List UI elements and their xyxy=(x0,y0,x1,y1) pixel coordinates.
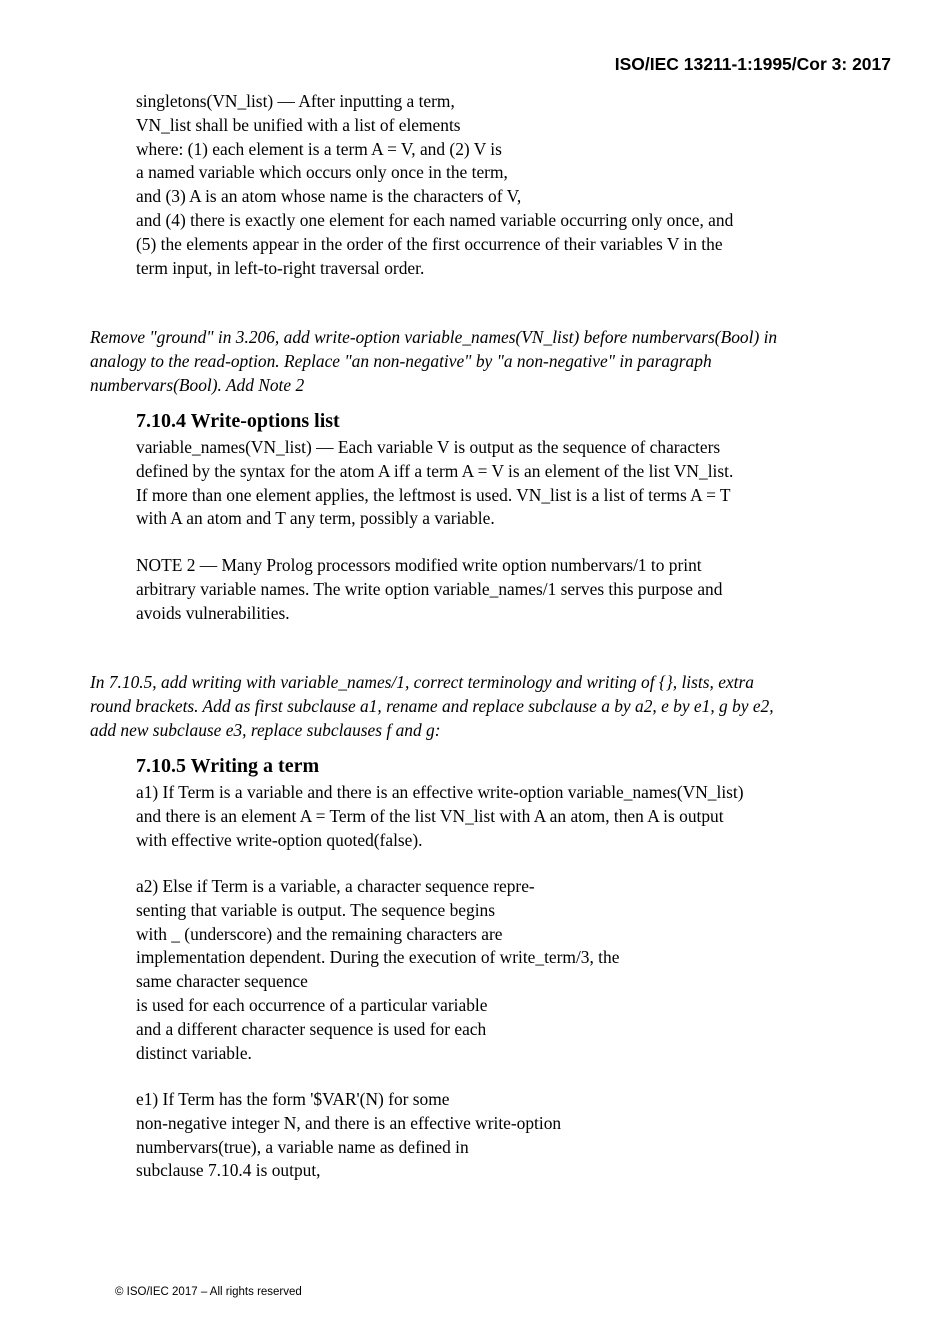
editorial-instruction-2 xyxy=(90,671,880,742)
singletons-paragraph xyxy=(136,90,896,280)
instruction-line: In 7.10.5, add writing with variable_names/1, correct terminology and writing of {}, lists, extra xyxy=(90,672,754,692)
paragraph-line: a named variable which occurs only once in the term, xyxy=(136,162,508,183)
subclause-a2 xyxy=(136,875,896,1065)
instruction-line: Remove "ground" in 3.206, add write-option variable_names(VN_list) before numbervars(Bool) in xyxy=(90,327,778,347)
copyright-footer: © ISO/IEC 2017 – All rights reserved xyxy=(115,1286,302,1298)
paragraph-line: subclause 7.10.4 is output, xyxy=(136,1160,321,1181)
paragraph-line: singletons(VN_list) — After inputting a term, xyxy=(136,91,455,111)
paragraph-line: is used for each occurrence of a particular variable xyxy=(136,994,488,1015)
note-line: arbitrary variable names. The write option variable_names/1 serves this purpose and xyxy=(136,578,723,599)
paragraph-line: a2) Else if Term is a variable, a character sequence repre- xyxy=(136,876,535,896)
note-line: NOTE 2 — Many Prolog processors modified write option numbervars/1 to print xyxy=(136,555,702,575)
paragraph-line: and (3) A is an atom whose name is the characters of V, xyxy=(136,186,522,207)
paragraph-line: distinct variable. xyxy=(136,1042,252,1063)
paragraph-line: same character sequence xyxy=(136,971,308,992)
paragraph-line: and a different character sequence is used for each xyxy=(136,1018,487,1039)
instruction-line: analogy to the read-option. Replace "an non-negative" by "a non-negative" in paragraph xyxy=(90,350,712,371)
paragraph-line: e1) If Term has the form '$VAR'(N) for some xyxy=(136,1089,450,1109)
document-id-header: ISO/IEC 13211-1:1995/Cor 3: 2017 xyxy=(614,54,891,74)
write-options-paragraph xyxy=(136,436,896,531)
paragraph-line: variable_names(VN_list) — Each variable V is output as the sequence of characters xyxy=(136,437,721,457)
paragraph-line: with _ (underscore) and the remaining characters are xyxy=(136,923,503,944)
paragraph-line: If more than one element applies, the leftmost is used. VN_list is a list of terms A = T xyxy=(136,484,731,505)
paragraph-line: implementation dependent. During the execution of write_term/3, the xyxy=(136,947,620,968)
paragraph-line: senting that variable is output. The sequence begins xyxy=(136,899,495,920)
paragraph-line: and there is an element A = Term of the list VN_list with A an atom, then A is output xyxy=(136,805,724,826)
note-line: avoids vulnerabilities. xyxy=(136,602,290,623)
paragraph-line: VN_list shall be unified with a list of elements xyxy=(136,114,461,135)
paragraph-line: with A an atom and T any term, possibly a variable. xyxy=(136,508,495,529)
instruction-line: numbervars(Bool). Add Note 2 xyxy=(90,374,305,395)
paragraph-line: (5) the elements appear in the order of the first occurrence of their variables V in the xyxy=(136,233,723,254)
paragraph-line: defined by the syntax for the atom A iff a term A = V is an element of the list VN_list. xyxy=(136,460,734,481)
paragraph-line: term input, in left-to-right traversal order. xyxy=(136,257,425,278)
paragraph-line: with effective write-option quoted(false). xyxy=(136,829,423,850)
instruction-line: add new subclause e3, replace subclauses f and g: xyxy=(90,719,441,740)
paragraph-line: and (4) there is exactly one element for each named variable occurring only once, and xyxy=(136,209,734,230)
note-2 xyxy=(136,554,896,625)
section-heading-7-10-4: 7.10.4 Write-options list xyxy=(136,410,340,432)
paragraph-line: non-negative integer N, and there is an effective write-option xyxy=(136,1112,562,1133)
paragraph-line: numbervars(true), a variable name as defined in xyxy=(136,1136,469,1157)
paragraph-line: where: (1) each element is a term A = V, and (2) V is xyxy=(136,138,502,159)
subclause-e1 xyxy=(136,1088,896,1183)
editorial-instruction-1 xyxy=(90,326,880,397)
subclause-a1 xyxy=(136,781,896,852)
paragraph-line: a1) If Term is a variable and there is an effective write-option variable_names(VN_list) xyxy=(136,782,744,802)
instruction-line: round brackets. Add as first subclause a1, rename and replace subclause a by a2, e by e1, g by e2, xyxy=(90,695,774,716)
section-heading-7-10-5: 7.10.5 Writing a term xyxy=(136,755,320,777)
